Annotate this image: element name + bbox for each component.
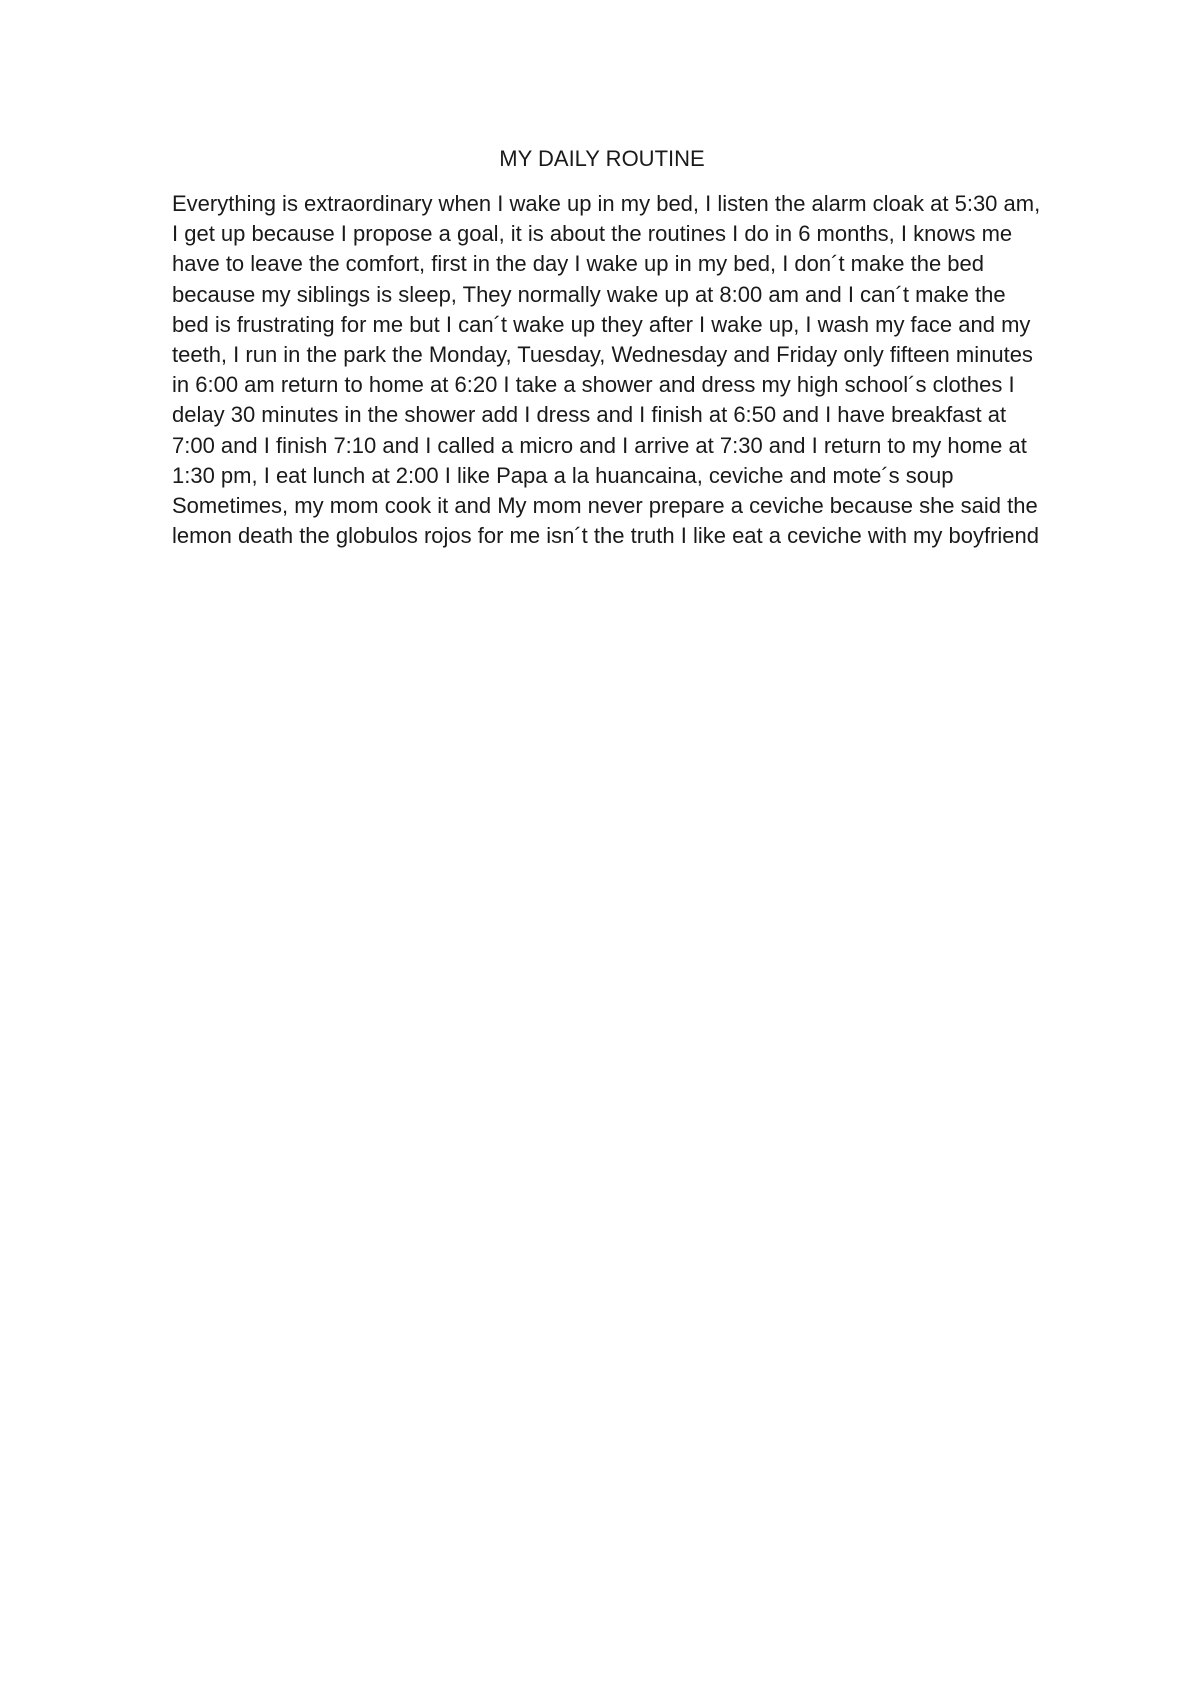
document-body: Everything is extraordinary when I wake up in my bed, I listen the alarm cloak at 5:30 am, I get up because I propose a goal, it is about the routines I do in 6 months, I knows me have to leave the comfort, first in the day I wake up in my bed, I don´t make the bed because my siblings is sleep, They normally wake up at 8:00 am and I can´t make the bed is frustrating for me but I can´t wake up they after I wake up, I wash my face and my teeth, I run in the park the Monday, Tuesday, Wednesday and Friday only fifteen minutes in 6:00 am return to home at 6:20 I take a shower and dress my high school´s clothes I delay 30 minutes in the shower add I dress and I finish at 6:50 and I have breakfast at 7:00 and I finish 7:10 and I called a micro and I arrive at 7:30 and I return to my home at 1:30 pm, I eat lunch at 2:00 I like Papa a la huancaina, ceviche and mote´s soup Sometimes, my mom cook it and My mom never prepare a ceviche because she said the lemon death the globulos rojos for me isn´t the truth I like eat a ceviche with my boyfriend xyxy=(172,191,1041,549)
document-title: MY DAILY ROUTINE xyxy=(499,146,705,171)
